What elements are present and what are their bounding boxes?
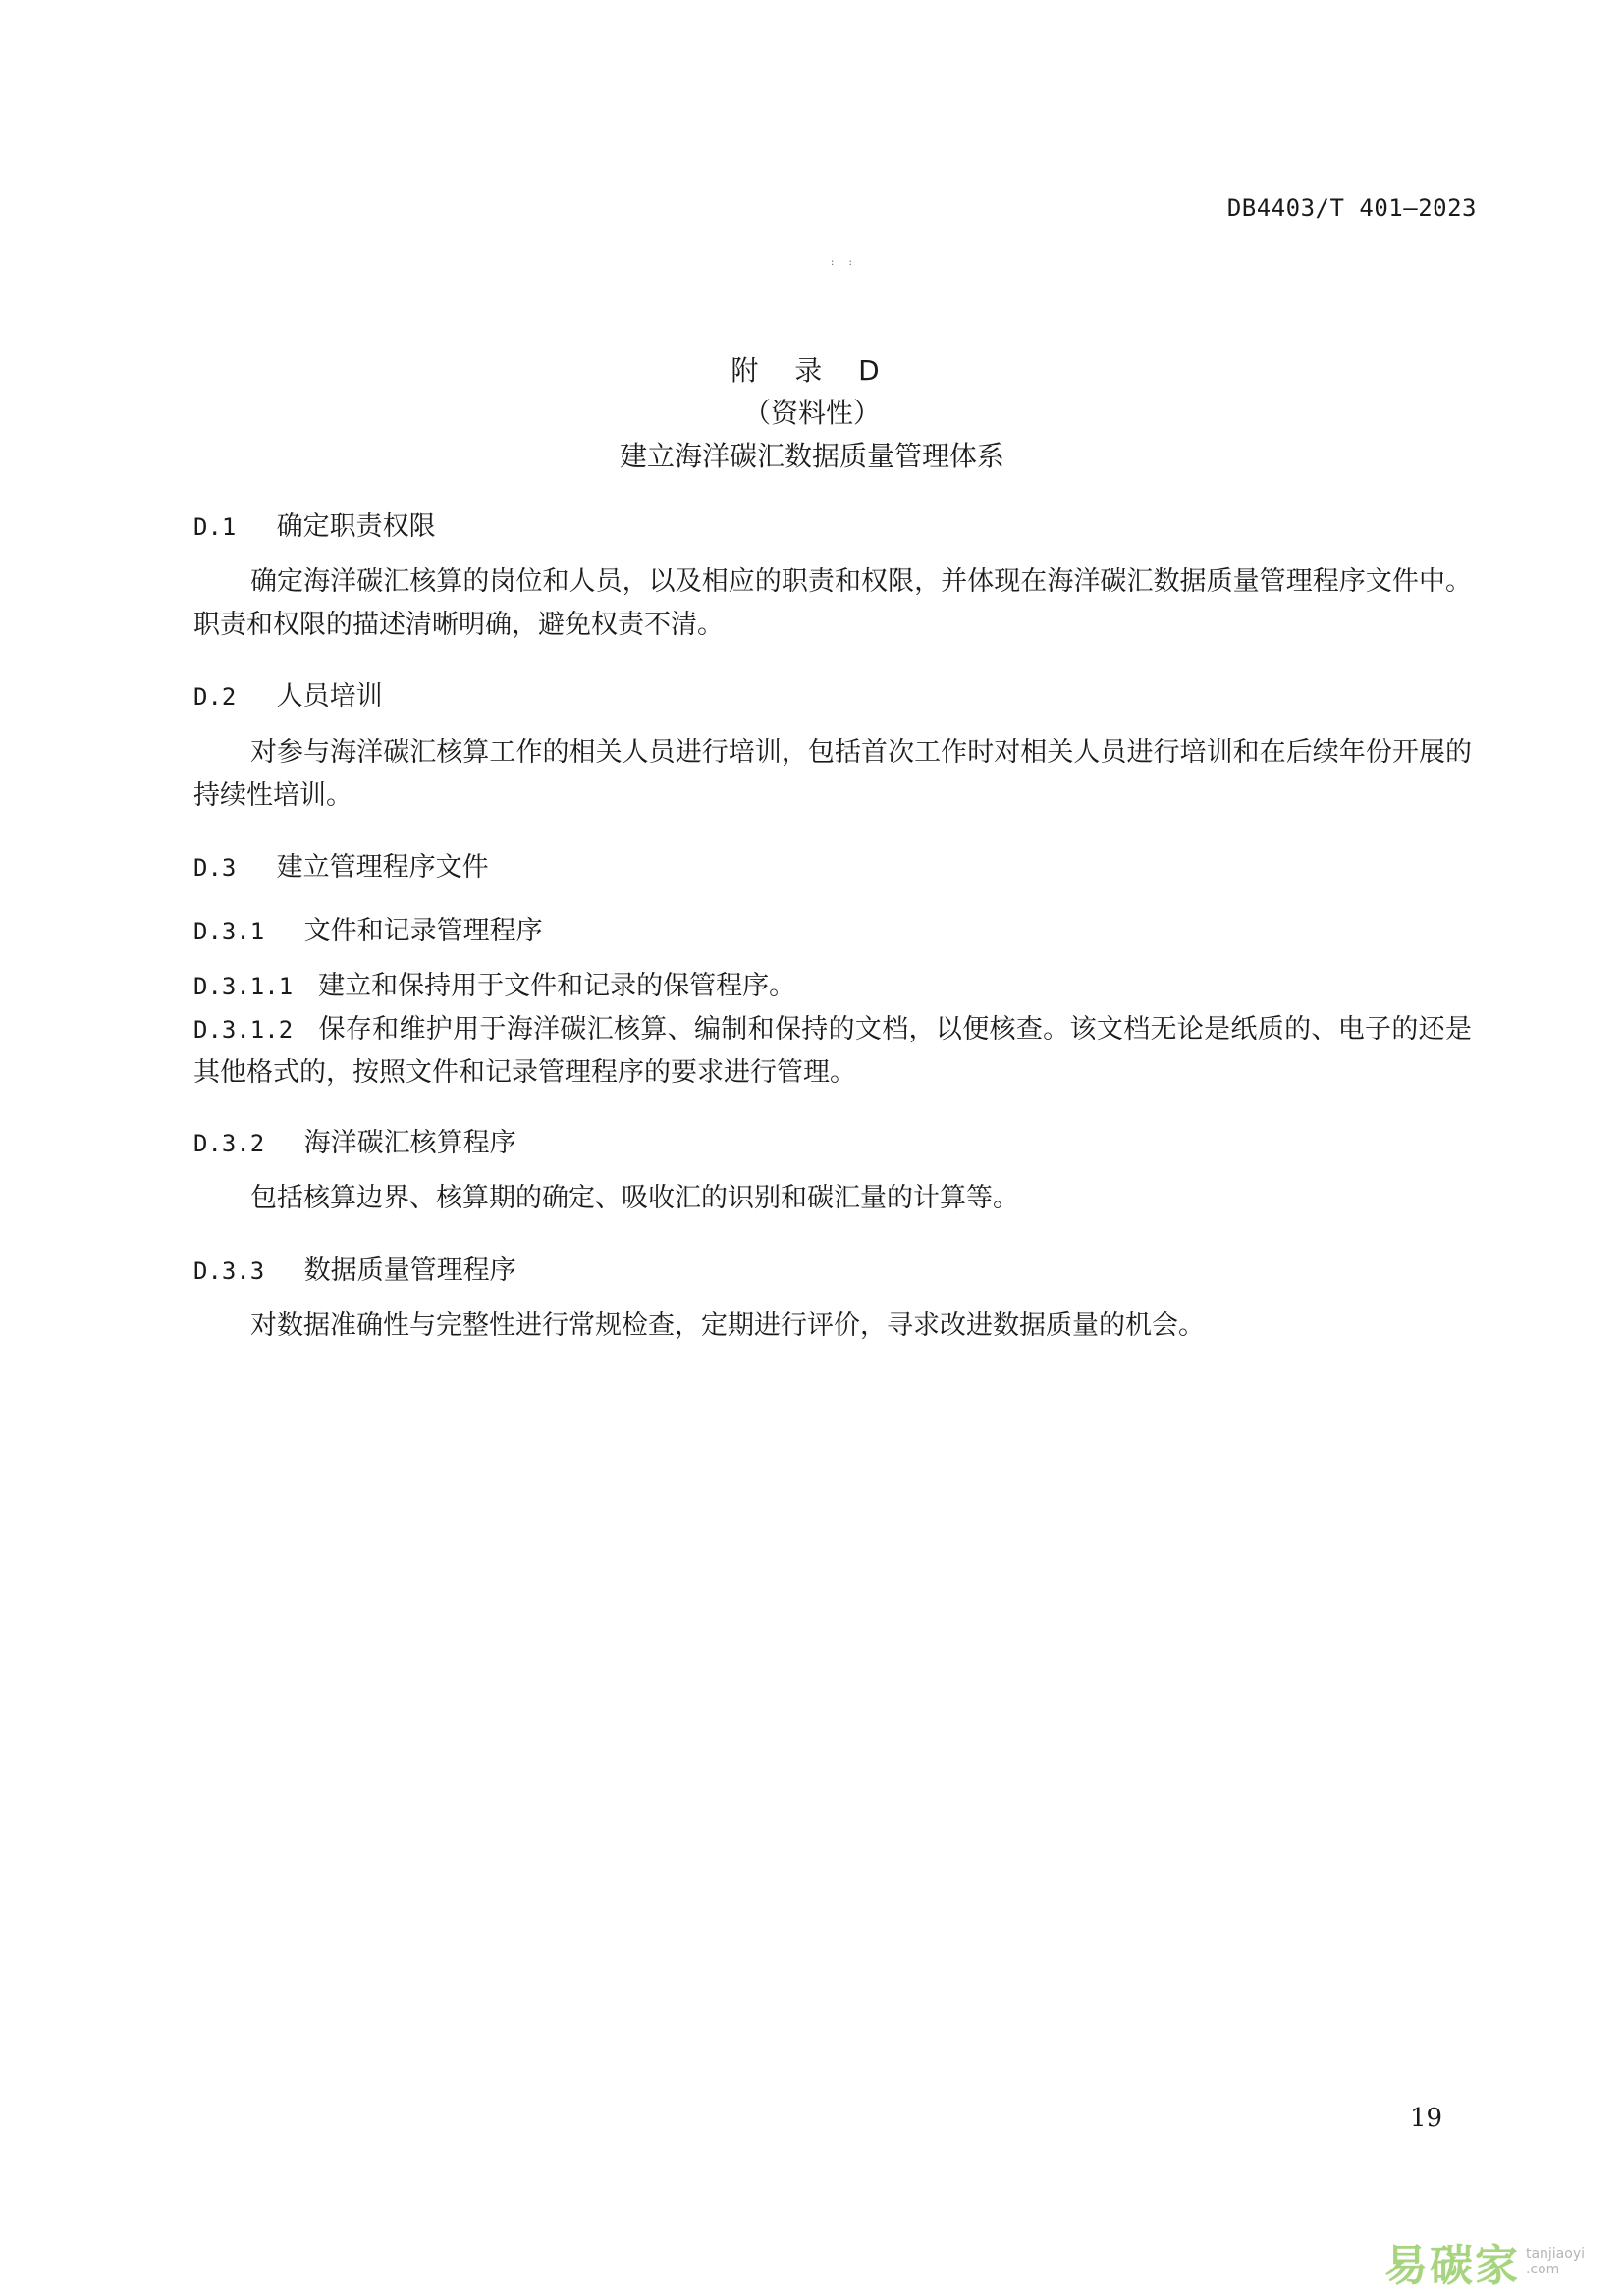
watermark-domain: [1526, 2246, 1585, 2277]
section-title: 文件和记录管理程序: [303, 916, 543, 946]
appendix-nature: （资料性）: [742, 397, 881, 429]
section-d1-paragraph: 确定海洋碳汇核算的岗位和人员，以及相应的职责和权限，并体现在海洋碳汇数据质量管理程序文件中。职责和权限的描述清晰明确，避免权责不清。: [193, 566, 1472, 640]
section-number: D.3: [193, 854, 237, 881]
section-number: D.2: [193, 683, 237, 711]
clause-text: 保存和维护用于海洋碳汇核算、编制和保持的文档，以便核查。该文档无论是纸质的、电子的还是其他格式的，按照文件和记录管理程序的要求进行管理。: [193, 1014, 1472, 1088]
section-d2-paragraph: 对参与海洋碳汇核算工作的相关人员进行培训，包括首次工作时对相关人员进行培训和在后续年份开展的持续性培训。: [193, 737, 1472, 811]
decorative-marks: : :: [831, 257, 858, 268]
clause-number: D.3.1.1: [193, 973, 294, 1000]
appendix-label: 附 录 D: [731, 354, 893, 387]
section-title: 人员培训: [276, 681, 383, 712]
clause-text: 建立和保持用于文件和记录的保管程序。: [318, 971, 796, 1001]
section-heading-d33: [193, 1249, 516, 1287]
section-heading-d31: [193, 909, 543, 947]
section-title: 建立管理程序文件: [276, 852, 489, 882]
section-d33-paragraph: 对数据准确性与完整性进行常规检查，定期进行评价，寻求改进数据质量的机会。: [250, 1310, 1205, 1341]
section-number: D.3.2: [193, 1130, 265, 1157]
clause-d311: [193, 965, 1472, 1008]
section-number: D.3.1: [193, 918, 265, 945]
watermark-domain-tld: .com: [1525, 2262, 1560, 2277]
watermark-domain-name: tanjiaoyi: [1525, 2246, 1585, 2262]
section-title: 海洋碳汇核算程序: [303, 1128, 516, 1158]
clause-number: D.3.1.2: [193, 1016, 294, 1043]
watermark: [1384, 2230, 1585, 2293]
section-d32-paragraph: 包括核算边界、核算期的确定、吸收汇的识别和碳汇量的计算等。: [250, 1183, 1019, 1213]
section-title: 数据质量管理程序: [303, 1255, 516, 1286]
section-number: D.1: [193, 513, 237, 541]
section-heading-d2: [193, 674, 383, 713]
section-title: 确定职责权限: [276, 511, 436, 542]
standard-code: DB4403/T 401—2023: [1226, 194, 1477, 222]
page-number: 19: [1410, 2104, 1443, 2133]
section-heading-d3: [193, 845, 489, 883]
section-heading-d1: [193, 505, 436, 543]
section-number: D.3.3: [193, 1257, 265, 1285]
clause-d312: [193, 1008, 1472, 1095]
section-heading-d32: [193, 1121, 516, 1159]
appendix-title: 建立海洋碳汇数据质量管理体系: [619, 440, 1004, 472]
watermark-brand: 易碳家: [1383, 2241, 1520, 2291]
